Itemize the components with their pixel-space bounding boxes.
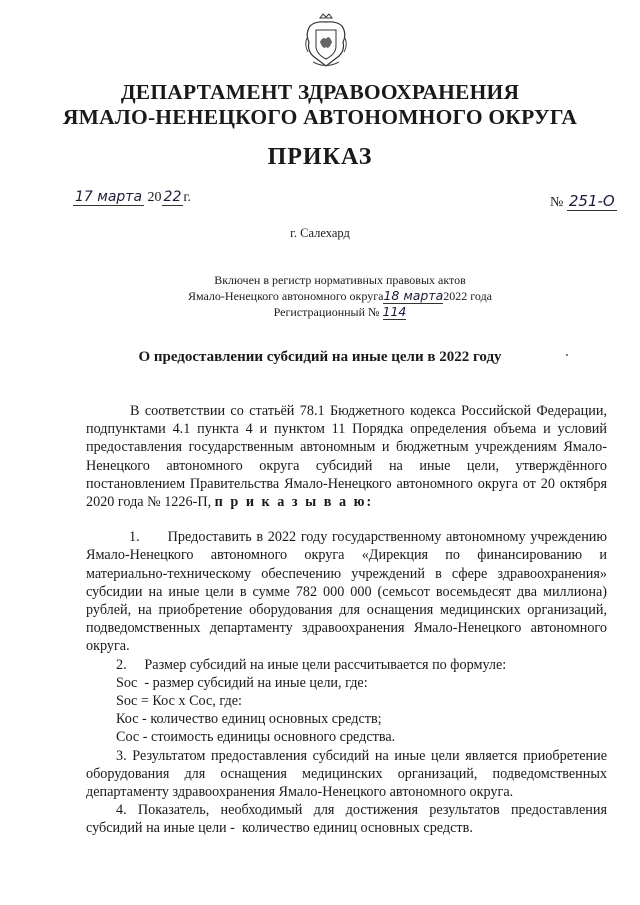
department-title-line2: ЯМАЛО-НЕНЕЦКОГО АВТОНОМНОГО ОКРУГА: [62, 105, 578, 129]
scan-speck: [566, 354, 568, 356]
order-date: [73, 189, 191, 206]
city-label: г. Салехард: [290, 226, 350, 240]
item-1: 1. Предоставить в 2022 году государственному автономному учреждению Ямало-Ненецкого автономного округа «Дирекция по финансированию и материально-техническому обеспечению учреждений в сфере здравоохранения» субсидии на иные цели в сумме 782 000 000 (семьсот восемьдесят два миллиона) рублей, на приобретение оборудования для оснащения медицинских организаций, подведомственных департаменту здравоохранения Ямало-Ненецкого автономного округа.: [86, 529, 607, 655]
preamble-emphasis: п р и к а з ы в а ю:: [214, 494, 374, 511]
formula-line-3: Кос - количество единиц основных средств;: [116, 711, 382, 728]
order-number: [550, 192, 617, 211]
item-3: 3. Результатом предоставления субсидий на иные цели является приобретение оборудования для оснащения медицинских организаций, подведомственных департаменту здравоохранения Ямало-Ненецкого автономного округа.: [86, 747, 607, 801]
registry-line3-prefix: Регистрационный №: [273, 305, 380, 319]
order-subject: О предоставлении субсидий на иные цели в 2022 году: [138, 349, 502, 365]
order-number-label: №: [550, 195, 564, 210]
department-title-line1: ДЕПАРТАМЕНТ ЗДРАВООХРАНЕНИЯ: [120, 80, 520, 104]
order-year-suffix: г.: [183, 190, 192, 205]
registry-line2: [160, 288, 520, 304]
order-date-handwritten: 17 марта: [75, 189, 143, 205]
item-4: 4. Показатель, необходимый для достижения результатов предоставления субсидий на иные цели - количество единиц основных средств.: [86, 802, 607, 837]
registry-line3: [160, 304, 520, 320]
registry-line2-prefix: Ямало-Ненецкого автономного округа: [187, 289, 384, 303]
registry-number-handwritten: 114: [382, 304, 407, 319]
coat-of-arms-icon: [303, 12, 349, 70]
order-body: [86, 402, 607, 838]
order-year-prefix: 20: [147, 190, 162, 205]
preamble-paragraph: [86, 402, 607, 511]
item-2: 2. Размер субсидий на иные цели рассчитывается по формуле:: [116, 656, 507, 673]
registry-line2-suffix: 2022 года: [443, 289, 493, 303]
registry-stamp: [160, 273, 520, 320]
registry-line1: Включен в регистр нормативных правовых актов: [214, 273, 466, 287]
order-number-handwritten: 251-О: [568, 192, 615, 210]
preamble-text: В соответствии со статьёй 78.1 Бюджетного кодекса Российской Федерации, подпунктами 4.1 пункта 4 и пунктом 11 Порядка определения объема и условий предоставления государственным автономным и бюджетным учреждениям Ямало-Ненецкого автономного округа субсидий на иные цели, утверждённого постановлением Правительства Ямало-Ненецкого автономного округа от 20 октября 2020 года № 1226-П,: [86, 403, 607, 511]
order-title: ПРИКАЗ: [267, 144, 373, 170]
formula-line-4: Сос - стоимость единицы основного средства.: [116, 729, 396, 746]
formula-line-2: Soc = Кос х Сос, где:: [116, 693, 242, 710]
formula-line-1: Soc - размер субсидий на иные цели, где:: [116, 674, 368, 691]
order-year-handwritten: 22: [163, 189, 182, 205]
registry-date-handwritten: 18 марта: [383, 288, 444, 303]
